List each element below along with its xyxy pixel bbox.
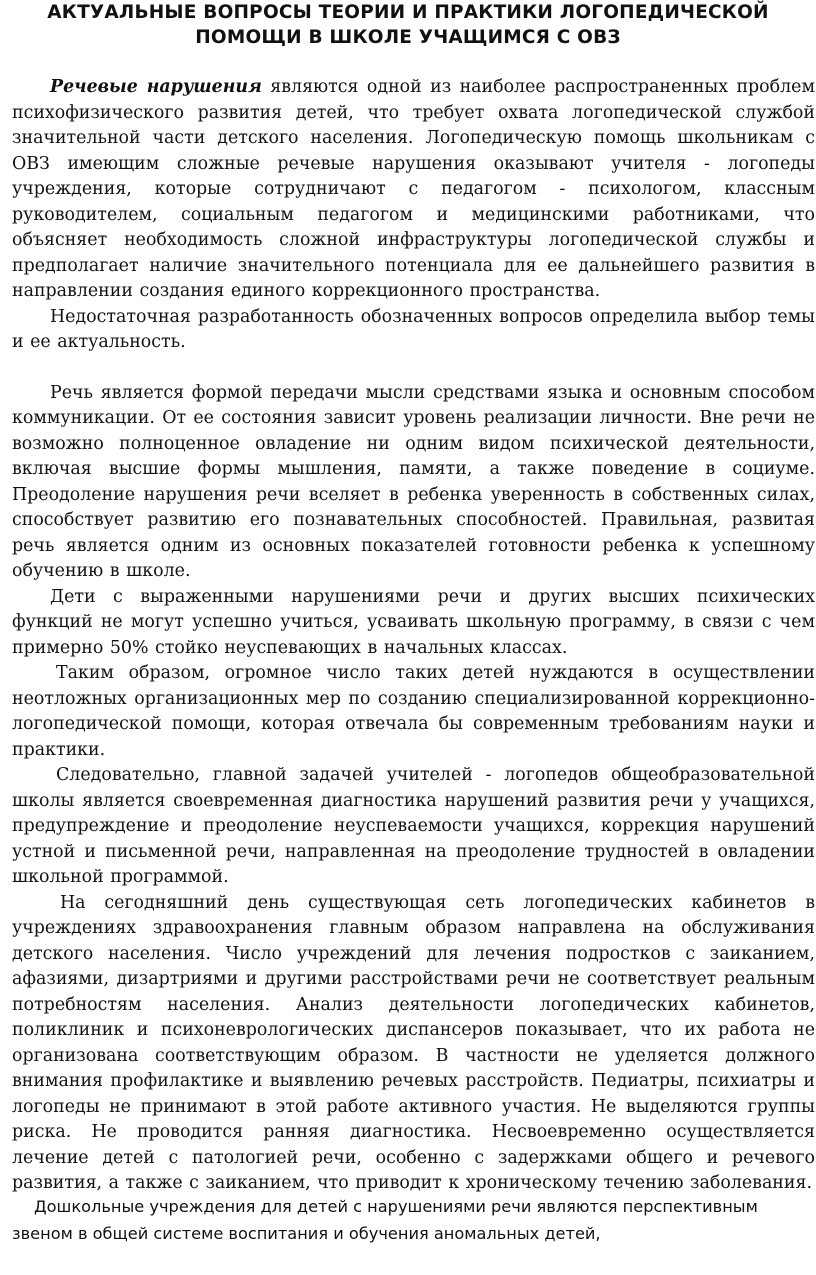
paragraph-main-task: Следовательно, главной задачей учителей - логопедов общеобразовательной школы является своевременная диагностика нарушений развития речи у учащихся, предупреждение и преодоление неуспеваемости учащихся, коррекция нарушений устной и письменной речи, направленная на преодоление трудностей в овладении школьной программой. <box>12 765 815 887</box>
paragraph-children-disorders: Дети с выраженными нарушениями речи и других высших психических функций не могут успешно учиться, усваивать школьную программу, в связи с чем примерно 50% стойко неуспевающих в начальных классах. <box>12 586 815 658</box>
paragraph-preschool <box>12 1193 815 1247</box>
paragraph-speech-definition: Речь является формой передачи мысли средствами языка и основным способом коммуникации. От ее состояния зависит уровень реализации личности. Вне речи не возможно полноценное овладение ни одним видом психической деятельности, включая высшие формы мышления, памяти, а также поведение в социуме. Преодоление нарушения речи вселяет в ребенка уверенность в собственных силах, способствует развитию его познавательных способностей. Правильная, развитая речь является одним из основных показателей готовности ребенка к успешному обучению в школе. <box>12 382 815 581</box>
paragraph-text: являются одной из наиболее распространенных проблем психофизического развития детей, что требует охвата логопедической службой значительной части детского населения. Логопедическую помощь школьникам с ОВЗ имеющим сложные речевые нарушения оказывают учителя - логопеды учреждения, которые сотрудничают с педагогом - психологом, классным руководителем, социальным педагогом и медицинскими работниками, что объясняет необходимость сложной инфраструктуры логопедической службы и предполагает наличие значительного потенциала для ее дальнейшего развития в направлении создания единого коррекционного пространства. <box>12 77 815 301</box>
paragraph-current-network: На сегодняшний день существующая сеть логопедических кабинетов в учреждениях здравоохранения главным образом направлена на обслуживания детского населения. Число учреждений для лечения подростков с заиканием, афазиями, дизартриями и другими расстройствами речи не соответствует реальным потребностям населения. Анализ деятельности логопедических кабинетов, поликлиник и психоневрологических диспансеров показывает, что их работа не организована соответствующим образом. В частности не уделяется должного внимания профилактике и выявлению речевых расстройств. Педиатры, психиатры и логопеды не принимают в этой работе активного участия. Не выделяются группы риска. Не проводится ранняя диагностика. Несвоевременно осуществляется лечение детей с патологией речи, особенно с задержками общего и речевого развития, а также с заиканием, что приводит к хроническому течению заболевания. <box>12 892 815 1193</box>
document-body <box>12 75 815 1197</box>
paragraph-speech-disorders <box>12 75 815 305</box>
paragraph-relevance: Недостаточная разработанность обозначенных вопросов определила выбор темы и ее актуальность. <box>12 306 815 352</box>
title-line-1: АКТУАЛЬНЫЕ ВОПРОСЫ ТЕОРИИ И ПРАКТИКИ ЛОГОПЕДИЧЕСКОЙ <box>47 2 769 23</box>
preschool-line-2: звеном в общей системе воспитания и обучения аномальных детей, <box>12 1224 601 1243</box>
preschool-line-1: Дошкольные учреждения для детей с нарушениями речи являются перспективным <box>34 1197 758 1216</box>
document-title <box>40 0 776 50</box>
paragraph-organizational-measures: Таким образом, огромное число таких детей нуждаются в осуществлении неотложных организационных мер по созданию специализированной коррекционно-логопедической помощи, которая отвечала бы современным требованиям науки и практики. <box>12 663 815 760</box>
paragraph-lead-term: Речевые нарушения <box>50 77 262 97</box>
title-line-2: ПОМОЩИ В ШКОЛЕ УЧАЩИМСЯ С ОВЗ <box>195 27 621 48</box>
